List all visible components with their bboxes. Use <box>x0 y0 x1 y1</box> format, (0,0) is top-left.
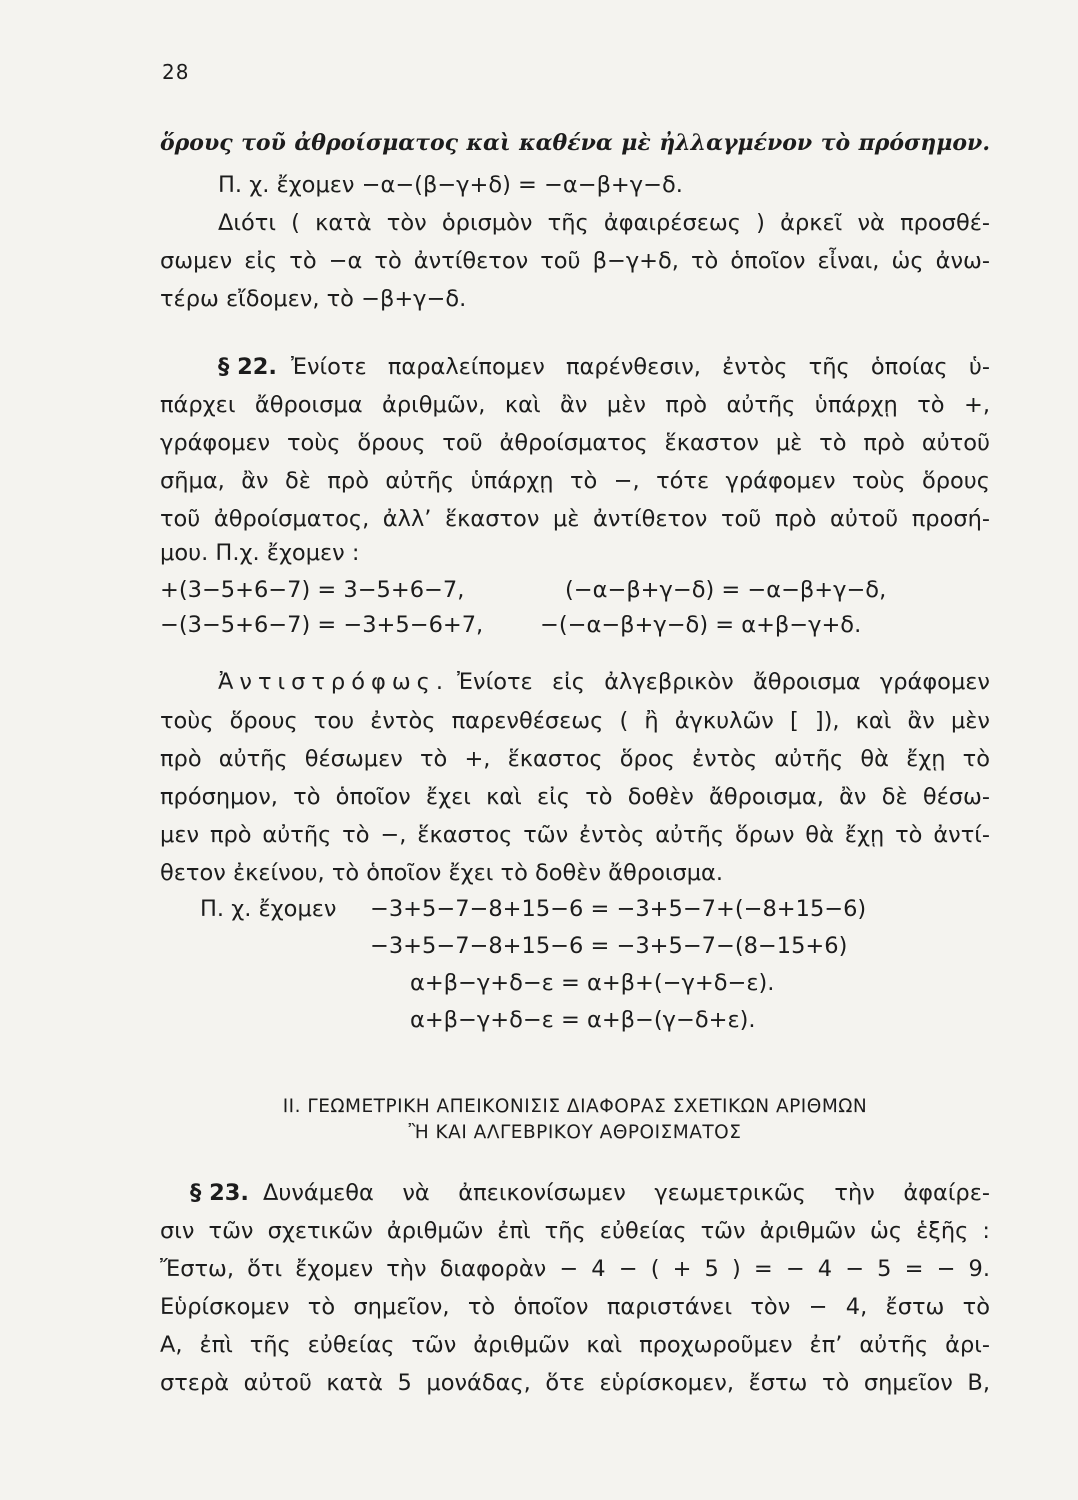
conversely-line-5: μεν πρὸ αὐτῆς τὸ −, ἕκαστος τῶν ἐντὸς αὐτῆς ὅρων θὰ ἔχῃ τὸ ἀντί- <box>160 822 990 848</box>
chapter-heading-line-1: ΙΙ. ΓΕΩΜΕΤΡΙΚΗ ΑΠΕΙΚΟΝΙΣΙΣ ΔΙΑΦΟΡΑΣ ΣΧΕΤΙΚΩΝ ΑΡΙΘΜΩΝ <box>282 1096 868 1117</box>
chapter-heading-line-2: Ἢ ΚΑΙ ΑΛΓΕΒΡΙΚΟΥ ΑΘΡΟΙΣΜΑΤΟΣ <box>408 1122 742 1143</box>
equation-2-right: −(−α−β+γ−δ) = α+β−γ+δ. <box>540 612 862 638</box>
section-23-line-2: σιν τῶν σχετικῶν ἀριθμῶν ἐπὶ τῆς εὐθείας τῶν ἀριθμῶν ὡς ἑξῆς : <box>160 1218 990 1244</box>
example-3: α+β−γ+δ−ε = α+β+(−γ+δ−ε). <box>410 970 775 996</box>
example-1: −3+5−7−8+15−6 = −3+5−7+(−8+15−6) <box>370 896 867 922</box>
section-23-line-1: Δυνάμεθα νὰ ἀπεικονίσωμεν γεωμετρικῶς τὴν ἀφαίρε- <box>262 1180 990 1206</box>
section-23-first-line <box>190 1178 990 1208</box>
continuation-line-3: Διότι ( κατὰ τὸν ὁρισμὸν τῆς ἀφαιρέσεως ) ἀρκεῖ νὰ προσθέ- <box>218 210 990 236</box>
example-4: α+β−γ+δ−ε = α+β−(γ−δ+ε). <box>410 1007 756 1033</box>
conversely-line-3: πρὸ αὐτῆς θέσωμεν τὸ +, ἕκαστος ὅρος ἐντὸς αὐτῆς θὰ ἔχῃ τὸ <box>160 746 990 772</box>
section-23-line-6: στερὰ αὐτοῦ κατὰ 5 μονάδας, ὅτε εὑρίσκομεν, ἔστω τὸ σημεῖον Β, <box>160 1370 990 1396</box>
equation-1-right: (−α−β+γ−δ) = −α−β+γ−δ, <box>565 577 887 603</box>
section-23-number: § 23. <box>190 1180 249 1206</box>
continuation-example: Π. χ. ἔχομεν −α−(β−γ+δ) = −α−β+γ−δ. <box>218 172 683 198</box>
equation-2-left: −(3−5+6−7) = −3+5−6+7, <box>160 612 484 638</box>
section-22-line-3: γράφομεν τοὺς ὅρους τοῦ ἀθροίσματος ἕκαστον μὲ τὸ πρὸ αὐτοῦ <box>160 430 990 456</box>
page-number: 28 <box>162 60 190 84</box>
conversely-line-2: τοὺς ὅρους του ἐντὸς παρενθέσεως ( ἢ ἀγκυλῶν [ ]), καὶ ἂν μὲν <box>160 708 990 734</box>
conversely-line-1: Ἐνίοτε εἰς ἀλγεβρικὸν ἄθροισμα γράφομεν <box>457 669 990 695</box>
section-22-first-line <box>218 352 990 382</box>
conversely-first-line <box>218 667 990 697</box>
section-22-number: § 22. <box>218 354 277 380</box>
conversely-line-6: θετον ἐκείνου, τὸ ὁποῖον ἔχει τὸ δοθὲν ἄθροισμα. <box>160 860 724 886</box>
section-22-line-1: Ἐνίοτε παραλείπομεν παρένθεσιν, ἐντὸς τῆς ὁποίας ὑ- <box>290 354 990 380</box>
section-23-line-3: Ἔστω, ὅτι ἔχομεν τὴν διαφορὰν − 4 − ( + 5 ) = − 4 − 5 = − 9. <box>160 1256 990 1282</box>
section-23-line-4: Εὑρίσκομεν τὸ σημεῖον, τὸ ὁποῖον παριστάνει τὸν − 4, ἔστω τὸ <box>160 1294 990 1320</box>
section-22-line-6: μου. Π.χ. ἔχομεν : <box>160 540 360 566</box>
conversely-line-4: πρόσημον, τὸ ὁποῖον ἔχει καὶ εἰς τὸ δοθὲν ἄθροισμα, ἂν δὲ θέσω- <box>160 784 990 810</box>
section-23-line-5: Α, ἐπὶ τῆς εὐθείας τῶν ἀριθμῶν καὶ προχωροῦμεν ἐπ’ αὐτῆς ἀρι- <box>160 1332 990 1358</box>
section-22-line-5: τοῦ ἀθροίσματος, ἀλλ’ ἕκαστον μὲ ἀντίθετον τοῦ πρὸ αὐτοῦ προσή- <box>160 506 990 532</box>
continuation-line-5: τέρω εἴδομεν, τὸ −β+γ−δ. <box>160 286 467 312</box>
continuation-line-4: σωμεν εἰς τὸ −α τὸ ἀντίθετον τοῦ β−γ+δ, τὸ ὁποῖον εἶναι, ὡς ἀνω- <box>160 248 990 274</box>
section-22-line-2: πάρχει ἄθροισμα ἀριθμῶν, καὶ ἂν μὲν πρὸ αὐτῆς ὑπάρχῃ τὸ +, <box>160 392 990 418</box>
section-22-line-4: σῆμα, ἂν δὲ πρὸ αὐτῆς ὑπάρχῃ τὸ −, τότε γράφομεν τοὺς ὅρους <box>160 468 990 494</box>
example-2: −3+5−7−8+15−6 = −3+5−7−(8−15+6) <box>370 933 848 959</box>
continuation-line-1: ὅρους τοῦ ἀθροίσματος καὶ καθένα μὲ ἠλλαγμένον τὸ πρόσημον. <box>160 130 990 156</box>
example-label: Π. χ. ἔχομεν <box>200 896 337 922</box>
equation-1-left: +(3−5+6−7) = 3−5+6−7, <box>160 577 465 603</box>
conversely-word: Ἀντιστρόφως. <box>218 669 450 695</box>
